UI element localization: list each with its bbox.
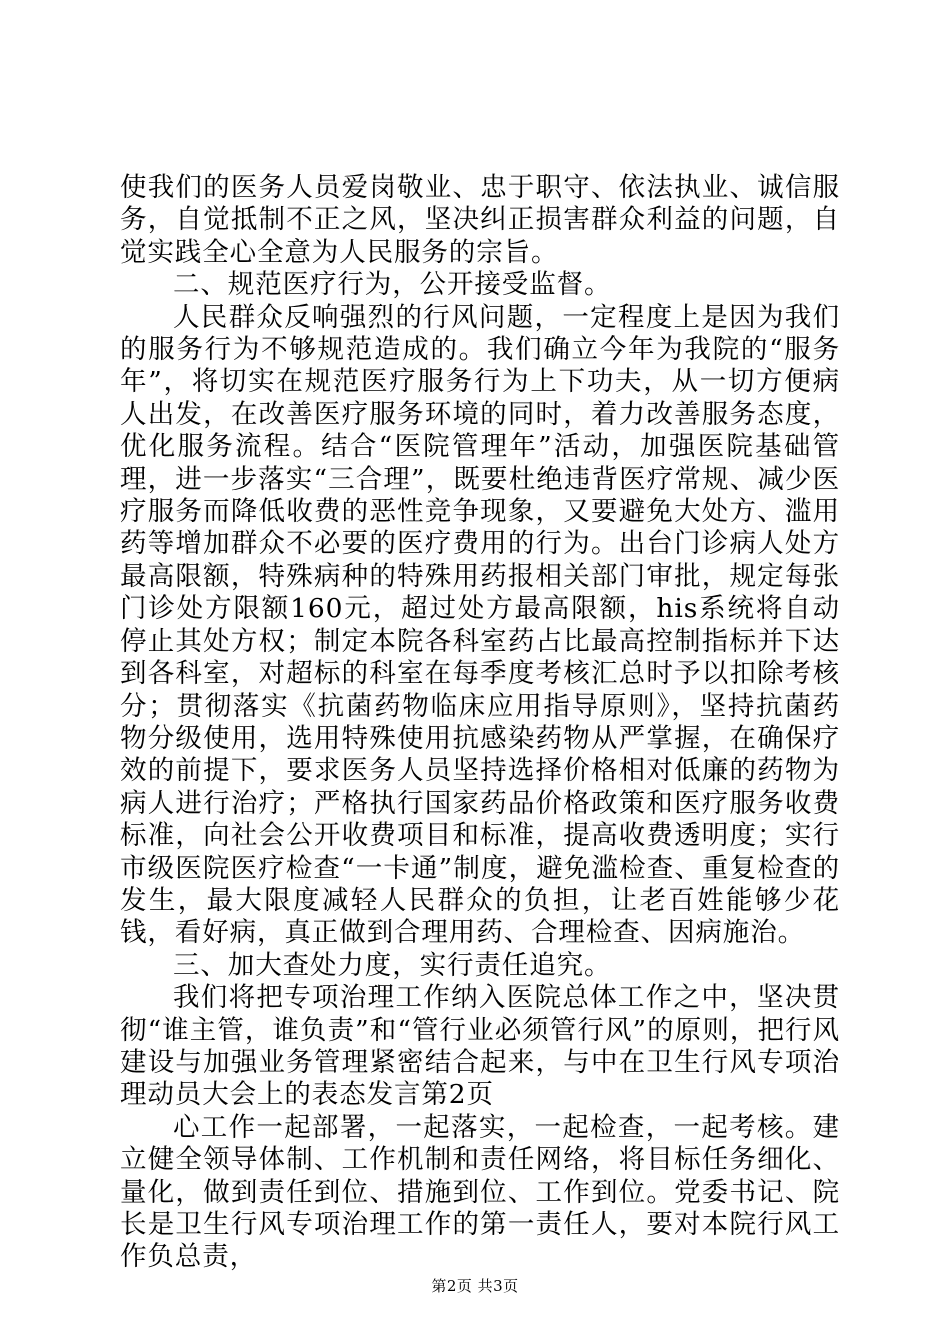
paragraph-1: 使我们的医务人员爱岗敬业、忠于职守、依法执业、诚信服务，自觉抵制不正之风，坚决纠正损害群众利益的问题，自觉实践全心全意为人民服务的宗旨。 xyxy=(120,172,840,268)
paragraph-3: 我们将把专项治理工作纳入医院总体工作之中，坚决贯彻“谁主管，谁负责”和“管行业必须管行风”的原则，把行风建设与加强业务管理紧密结合起来，与中在卫生行风专项治理动员大会上的表态发言第2页 xyxy=(120,982,840,1111)
section-heading-2: 二、规范医疗行为，公开接受监督。 xyxy=(173,269,612,301)
paragraph-2: 人民群众反响强烈的行风问题，一定程度上是因为我们的服务行为不够规范造成的。我们确立今年为我院的“服务年”，将切实在规范医疗服务行为上下功夫，从一切方便病人出发，在改善医疗服务环境的同时，着力改善服务态度，优化服务流程。结合“医院管理年”活动，加强医院基础管理，进一步落实“三合理”，既要杜绝违背医疗常规、减少医疗服务而降低收费的恶性竞争现象，又要避免大处方、滥用药等增加群众不必要的医疗费用的行为。出台门诊病人处方最高限额，特殊病种的特殊用药报相关部门审批，规定每张门诊处方限额160元，超过处方最高限额，his系统将自动停止其处方权；制定本院各科室药占比最高控制指标并下达到各科室，对超标的科室在每季度考核汇总时予以扣除考核分；贯彻落实《抗菌药物临床应用指导原则》，坚持抗菌药物分级使用，选用特殊使用抗感染药物从严掌握，在确保疗效的前提下，要求医务人员坚持选择价格相对低廉的药物为病人进行治疗；严格执行国家药品价格政策和医疗服务收费标准，向社会公开收费项目和标准，提高收费透明度；实行市级医院医疗检查“一卡通”制度，避免滥检查、重复检查的发生，最大限度减轻人民群众的负担，让老百姓能够少花钱，看好病，真正做到合理用药、合理检查、因病施治。 xyxy=(120,301,840,949)
page-footer: 第2页 共3页 xyxy=(431,1277,519,1295)
document-body xyxy=(120,172,840,1274)
section-heading-3: 三、加大查处力度，实行责任追究。 xyxy=(173,949,612,981)
paragraph-4: 心工作一起部署，一起落实，一起检查，一起考核。建立健全领导体制、工作机制和责任网络，将目标任务细化、量化，做到责任到位、措施到位、工作到位。党委书记、院长是卫生行风专项治理工作的第一责任人，要对本院行风工作负总责， xyxy=(120,1111,840,1273)
